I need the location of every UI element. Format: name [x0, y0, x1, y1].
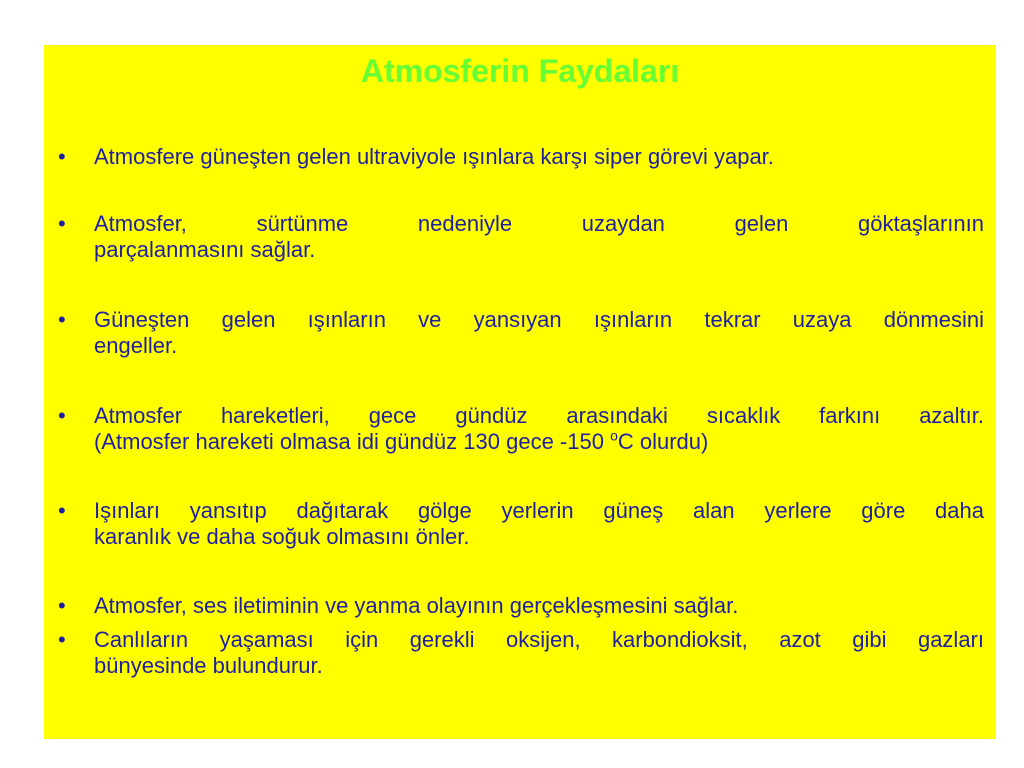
- list-item-text-continued: [94, 429, 984, 455]
- list-item-text-continued: parçalanmasını sağlar.: [94, 237, 316, 262]
- bullet-icon: •: [58, 593, 66, 618]
- slide-title: Atmosferin Faydaları: [360, 53, 680, 89]
- list-item-text-part: C olurdu): [617, 429, 709, 454]
- list-item-text-continued: engeller.: [94, 333, 178, 358]
- bullet-icon: •: [58, 211, 66, 236]
- list-item-text-part: (Atmosfer hareketi olmasa idi gündüz 130 gece -150: [94, 429, 611, 454]
- list-item: [58, 307, 984, 359]
- bullet-icon: •: [58, 307, 66, 332]
- list-item-text: Atmosfer, sürtünme nedeniyle uzaydan gelen göktaşlarının: [94, 211, 984, 236]
- list-item-text: Güneşten gelen ışınların ve yansıyan ışınların tekrar uzaya dönmesini: [94, 307, 984, 332]
- list-item-text: Işınları yansıtıp dağıtarak gölge yerlerin güneş alan yerlere göre daha: [94, 498, 984, 523]
- slide-content: [44, 45, 996, 739]
- list-item-text-continued: bünyesinde bulundurur.: [94, 653, 323, 678]
- bullet-icon: •: [58, 627, 66, 652]
- list-item: [58, 144, 984, 170]
- list-item-text: Atmosfer hareketleri, gece gündüz arasındaki sıcaklık farkını azaltır.: [94, 403, 984, 428]
- bullet-icon: •: [58, 403, 66, 428]
- bullet-icon: •: [58, 144, 66, 169]
- list-item-text: Atmosfer, ses iletiminin ve yanma olayının gerçekleşmesini sağlar.: [94, 593, 739, 618]
- list-item: [58, 211, 984, 263]
- list-item-text: Canlıların yaşaması için gerekli oksijen, karbondioksit, azot gibi gazları: [94, 627, 984, 652]
- degree-superscript: o: [610, 427, 618, 444]
- list-item: [58, 403, 984, 455]
- list-item: [58, 627, 984, 679]
- list-item-text-continued: karanlık ve daha soğuk olmasını önler.: [94, 524, 470, 549]
- list-item: [58, 498, 984, 550]
- list-item: [58, 593, 984, 619]
- bullet-icon: •: [58, 498, 66, 523]
- list-item-text: Atmosfere güneşten gelen ultraviyole ışınlara karşı siper görevi yapar.: [94, 144, 774, 169]
